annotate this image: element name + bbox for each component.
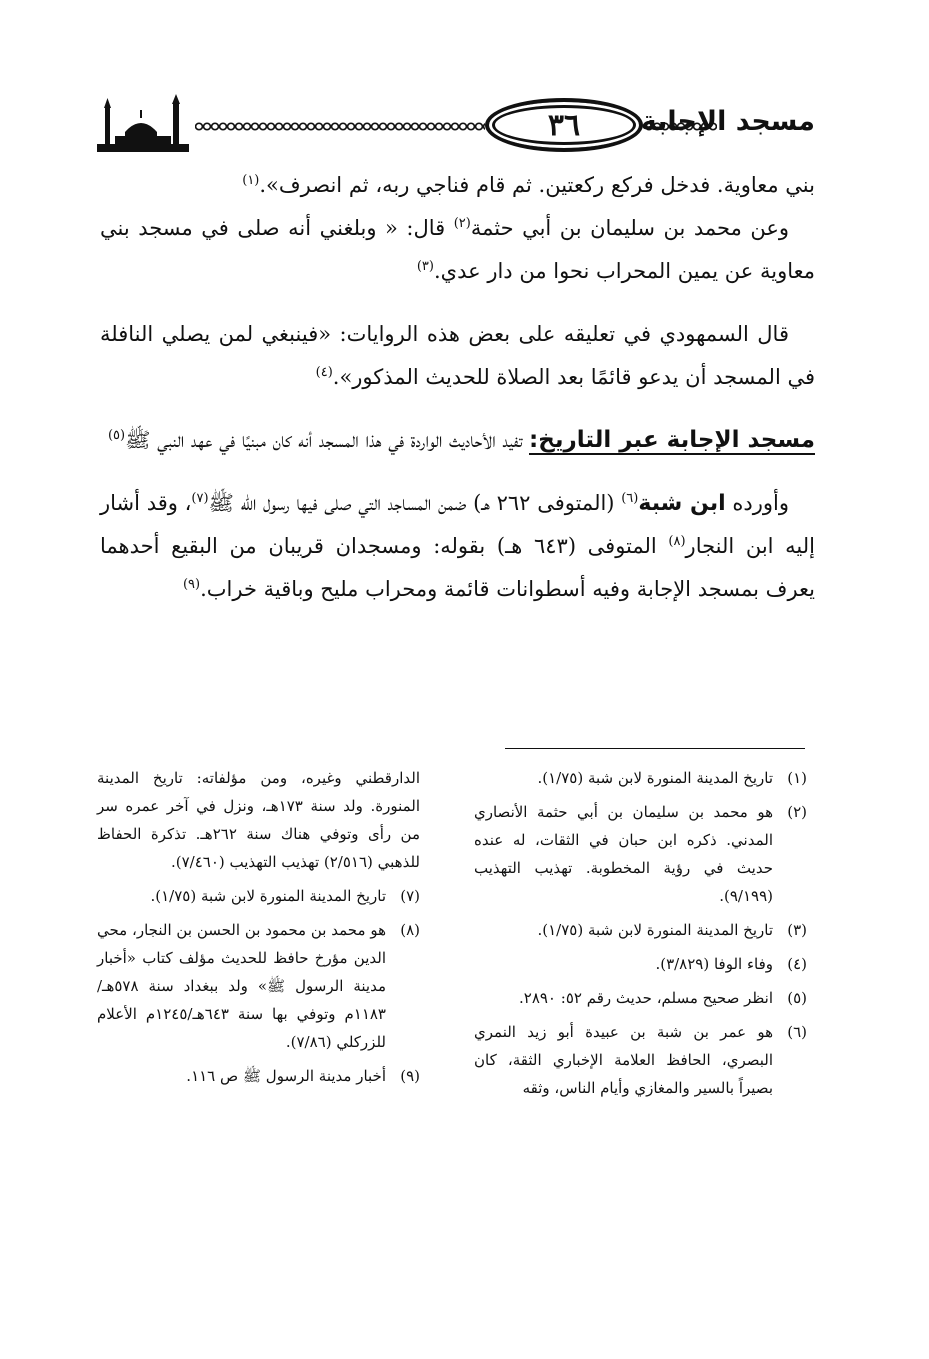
running-title: مسجد الإجابة [640, 106, 815, 137]
footnote-ref: (٧) [191, 491, 209, 506]
footnote [97, 882, 420, 910]
footnote [97, 916, 420, 1056]
footnotes-column-left [97, 764, 420, 1096]
footnote-text: هو محمد بن محمود بن الحسن بن النجار، محي الدين مؤرخ حافظ للحديث مؤلف كتاب «أخبار مدينة الرسول ﷺ» ولد ببغداد سنة ٥٧٨هـ/١١٨٣م وتوفي بها سنة ٦٤٣هـ/١٢٤٥م الأعلام للزركلي (٧/٨٦). [97, 921, 386, 1051]
text: قال: « وبلغني أنه صلى في مسجد بني معاوية عن يمين المحراب نحوا من دار عدي. [100, 216, 815, 283]
footnote [474, 984, 807, 1012]
footnote-text: انظر صحيح مسلم، حديث رقم ٥٢: ٢٨٩٠. [518, 989, 773, 1007]
footnote-number: (٩) [400, 1067, 420, 1085]
text: ، وقد أشار إليه ابن النجار [100, 491, 815, 558]
footnote-ref: (٦) [621, 491, 639, 506]
footnotes-column-right [474, 764, 807, 1108]
footnote-number: (٣) [787, 921, 807, 939]
footnote-text: هو عمر بن شبة بن عبيدة أبو زيد النمري البصري، الحافظ العلامة الإخباري الثقة، كان بصيراً بالسير والمغازي وأيام الناس، وثقه [474, 1023, 773, 1097]
footnote-number: (٥) [787, 989, 807, 1007]
footnote [474, 1018, 807, 1102]
text: تفيد الأحاديث الواردة في هذا المسجد أنه كان مبنيًا في عهد النبي ﷺ [125, 428, 530, 452]
footnote-text: تاريخ المدينة المنورة لابن شبة (١/٧٥). [537, 921, 773, 939]
person-name: ابن شبة [638, 491, 726, 516]
chain-ornament [195, 122, 485, 131]
footnote-ref: (٢) [453, 216, 471, 231]
page-number: ٣٦ [485, 98, 643, 152]
footnote-divider [505, 748, 805, 749]
footnote-ref: (٣) [416, 259, 434, 274]
footnote [97, 1062, 420, 1090]
footnote [474, 916, 807, 944]
paragraph [100, 207, 815, 293]
footnote-number: (٧) [400, 887, 420, 905]
text: بني معاوية. فدخل فركع ركعتين. ثم قام فناجي ربه، ثم انصرف». [259, 173, 815, 197]
footnote-ref: (٨) [668, 534, 686, 549]
footnote-text: وفاء الوفا (٣/٨٢٩). [655, 955, 773, 973]
footnote-text: تاريخ المدينة المنورة لابن شبة (١/٧٥). [537, 769, 773, 787]
paragraph [100, 164, 815, 207]
mosque-icon [95, 94, 191, 154]
footnote-number: (٦) [787, 1023, 807, 1041]
footnote-text: أخبار مدينة الرسول ﷺ ص ١١٦. [186, 1067, 386, 1085]
footnote-number: (٤) [787, 955, 807, 973]
footnote-number: (٢) [787, 803, 807, 821]
paragraph [100, 313, 815, 399]
section-heading: مسجد الإجابة عبر التاريخ: [529, 427, 815, 453]
footnote-ref: (٥) [107, 428, 126, 443]
footnote-number: (١) [787, 769, 807, 787]
text: (المتوفى ٢٦٢ هـ) ضمن المساجد التي صلى فيها رسول الله ﷺ [208, 491, 622, 515]
footnote-text: تاريخ المدينة المنورة لابن شبة (١/٧٥). [150, 887, 386, 905]
footnote [474, 798, 807, 910]
text: وعن محمد بن سليمان بن أبي حثمة [470, 216, 789, 240]
text: قال السمهودي في تعليقه على بعض هذه الروايات: «فينبغي لمن يصلي النافلة في المسجد أن يدعو قائمًا بعد الصلاة للحديث المذكور». [100, 322, 815, 389]
paragraph [100, 482, 815, 611]
footnote-ref: (٤) [315, 365, 333, 380]
footnote [474, 950, 807, 978]
paragraph [100, 419, 815, 462]
footnote-text: هو محمد بن سليمان بن أبي حثمة الأنصاري المدني. ذكره ابن حبان في الثقات، له عنده حديث في رؤية المخطوبة. تهذيب التهذيب (٩/١٩٩). [474, 803, 773, 905]
main-text [100, 164, 815, 611]
footnote-continuation: الدارقطني وغيره، ومن مؤلفاته: تاريخ المدينة المنورة. ولد سنة ١٧٣هـ، ونزل في آخر عمره سر من رأى وتوفي هناك سنة ٢٦٢هـ. تذكرة الحفاظ للذهبي (٢/٥١٦) تهذيب التهذيب (٧/٤٦٠). [97, 769, 421, 871]
footnote-ref: (١) [242, 173, 260, 188]
text: وأورده [725, 491, 789, 515]
text: المتوفى (٦٤٣ هـ) بقوله: ومسجدان قريبان من البقيع أحدهما يعرف بمسجد الإجابة وفيه أسطوانات قائمة ومحراب مليح وباقية خراب. [100, 534, 815, 601]
footnote-number: (٨) [400, 921, 420, 939]
page-header [95, 92, 815, 156]
footnote-ref: (٩) [182, 577, 201, 592]
footnote [474, 764, 807, 792]
